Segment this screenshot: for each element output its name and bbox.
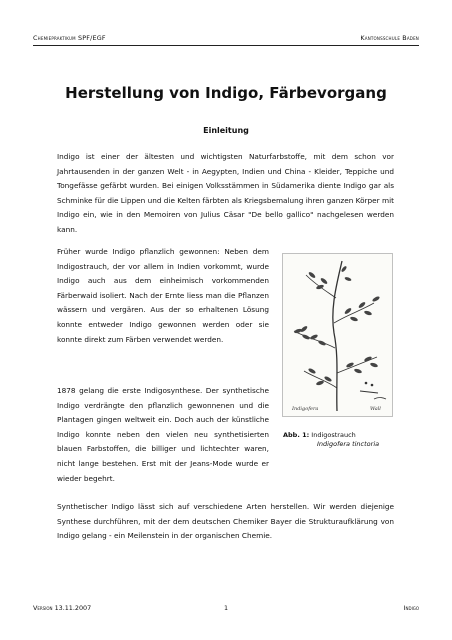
footer-page-number: 1 — [223, 604, 229, 612]
synthesis-paragraph: 1878 gelang die erste Indigosynthese. Der synthetische Indigo verdrängte den pflanzlich gewonnenen und die Plantagen gingen weltweit ein. Doch auch der künstliche Indigo konnte neben den vielen neu synthetisierten blauen Farbstoffen, die billiger und lichtechter waren, nicht lange bestehen. Erst mit der Jeans-Mode wurde er wieder begehrt. — [57, 386, 269, 483]
plate-label-right: Wall — [370, 406, 381, 412]
plate-label-left: Indigofera — [292, 406, 319, 412]
intro-paragraph: Indigo ist einer der ältesten und wichtigsten Naturfarbstoffe, mit dem schon vor Jahrtausenden in der ganzen Welt - in Aegypten, Indien und China - Kleider, Teppiche und Tongefässe gefärbt wurden. Bei einigen Volksstämmen in Südamerika diente Indigo gar als Schminke für die Lippen und die Kelten färbten als Kriegsbemalung ihren ganzen Körper mit Indigo ein, wie in den Memoiren von Julius Cäsar "De bello gallico" nachgelesen werden kann. — [57, 152, 394, 234]
page-footer — [33, 604, 419, 614]
indigo-plant-illustration — [282, 253, 393, 417]
page-header — [33, 34, 419, 44]
caption-latin-name: Indigofera tinctoria — [317, 439, 380, 448]
section-heading: Einleitung — [203, 126, 249, 135]
history-paragraph: Früher wurde Indigo pflanzlich gewonnen: Neben dem Indigostrauch, der vor allem in Indien vorkommt, wurde Indigo auch aus dem einheimisch vorkommenden Färberwaid isoliert. Nach der Ernte liess man die Pflanzen wässern und vergären. Aus der so erhaltenen Lösung konnte entweder Indigo gewonnen werden oder sie konnte direkt zum Färben verwendet werden. — [57, 247, 269, 344]
figure-indigo-plant — [282, 253, 396, 515]
figure-caption — [283, 431, 396, 448]
bayer-paragraph: Synthetischer Indigo lässt sich auf verschiedene Arten herstellen. Wir werden diejenige Synthese durchführen, mit der dem deutschen Chemiker Bayer die Strukturaufklärung von Indigo gelang - ein Meilenstein in der organischen Chemie. — [57, 502, 394, 541]
footer-version: Version 13.11.2007 — [33, 604, 92, 612]
figure-label: Abb. 1: — [283, 431, 310, 439]
header-rule — [33, 45, 419, 46]
header-course: Chemiepraktikum SPF/EGF — [33, 34, 106, 42]
footer-topic: Indigo — [403, 604, 419, 612]
page-title: Herstellung von Indigo, Färbevorgang — [65, 84, 387, 102]
header-school: Kantonsschule Baden — [360, 34, 419, 42]
caption-common-name: Indigostrauch — [311, 431, 356, 439]
